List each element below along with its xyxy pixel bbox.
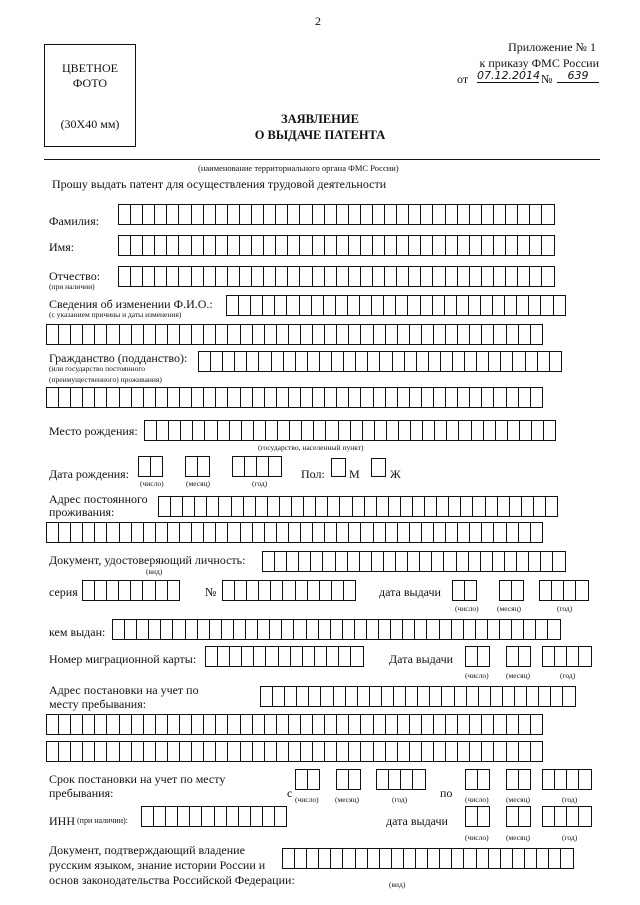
inn-day-caption: (число) — [465, 833, 489, 842]
birthdate-month-caption: (месяц) — [186, 479, 211, 488]
char-cell[interactable] — [552, 551, 565, 572]
char-cell[interactable] — [530, 522, 543, 543]
reg-from-year-caption: (год) — [392, 795, 408, 804]
issued-by-label: кем выдан: — [49, 625, 106, 639]
surname-cells[interactable] — [118, 204, 553, 225]
char-cell[interactable] — [477, 806, 490, 827]
char-cell[interactable] — [562, 686, 575, 707]
char-cell[interactable] — [541, 235, 554, 256]
photo-box — [44, 44, 136, 147]
lang-doc-kind-caption: (вид) — [389, 880, 406, 889]
citizenship-cells[interactable] — [198, 351, 561, 372]
birthdate-year-cells[interactable] — [232, 456, 280, 477]
citizenship-label: Гражданство (подданство): — [49, 351, 188, 365]
char-cell[interactable] — [307, 769, 320, 790]
char-cell[interactable] — [150, 456, 163, 477]
citizenship-cells-2[interactable] — [46, 387, 542, 408]
id-doc-cells[interactable] — [262, 551, 564, 572]
char-cell[interactable] — [350, 646, 363, 667]
birthplace-note: (государство, населенный пункт) — [258, 443, 364, 452]
reg-address-cells-2[interactable] — [46, 714, 542, 735]
name-change-note: (с указанием причины и даты изменения) — [49, 310, 182, 319]
reg-from-year-cells[interactable] — [376, 769, 424, 790]
inn-issue-month-cells[interactable] — [506, 806, 530, 827]
char-cell[interactable] — [477, 646, 490, 667]
char-cell[interactable] — [167, 580, 180, 601]
issue-day-caption: (число) — [455, 604, 479, 613]
char-cell[interactable] — [518, 769, 531, 790]
photo-label-2: ФОТО — [72, 76, 108, 90]
address-label-1: Адрес постоянного — [49, 492, 148, 506]
reg-to-day-caption: (число) — [465, 795, 489, 804]
reg-term-to: по — [440, 786, 453, 800]
char-cell[interactable] — [541, 266, 554, 287]
annex-line-2: к приказу ФМС России — [479, 56, 599, 70]
patronymic-note: (при наличии) — [49, 282, 95, 291]
mig-day-caption: (число) — [465, 671, 489, 680]
char-cell[interactable] — [197, 456, 210, 477]
inn-issue-day-cells[interactable] — [465, 806, 489, 827]
photo-size: (30Х40 мм) — [60, 117, 120, 131]
char-cell[interactable] — [464, 580, 477, 601]
inn-note: (при наличии): — [77, 816, 128, 825]
name-change-label: Сведения об изменении Ф.И.О.: — [49, 297, 213, 311]
sex-m-label: М — [349, 467, 360, 481]
birthdate-day-caption: (число) — [140, 479, 164, 488]
birthdate-label: Дата рождения: — [49, 467, 130, 481]
lang-doc-label-2: русским языком, знание истории России и — [49, 858, 266, 872]
inn-label: ИНН — [49, 814, 75, 828]
annex-line-1: Приложение № 1 — [508, 40, 596, 54]
organ-caption: (наименование территориального органа ФМС России) — [198, 163, 399, 173]
birthdate-month-cells[interactable] — [185, 456, 209, 477]
name-change-cells-2[interactable] — [46, 324, 542, 345]
char-cell[interactable] — [530, 387, 543, 408]
organ-line — [44, 159, 600, 160]
reg-address-label-2: месту пребывания: — [49, 697, 147, 711]
char-cell[interactable] — [560, 848, 573, 869]
mig-issue-month-cells[interactable] — [506, 646, 530, 667]
reg-address-cells-3[interactable] — [46, 741, 542, 762]
char-cell[interactable] — [543, 420, 556, 441]
issue-day-cells[interactable] — [452, 580, 476, 601]
migration-card-label: Номер миграционной карты: — [49, 652, 197, 666]
citizenship-note-2: (преимущественного) проживания) — [49, 375, 162, 384]
name-change-cells[interactable] — [226, 295, 565, 316]
inn-year-caption: (год) — [562, 833, 578, 842]
char-cell[interactable] — [578, 806, 591, 827]
reg-from-day-caption: (число) — [295, 795, 319, 804]
title-line-1: ЗАЯВЛЕНИЕ — [281, 112, 359, 126]
name-label: Имя: — [49, 240, 75, 254]
reg-to-month-cells[interactable] — [506, 769, 530, 790]
sex-m-checkbox[interactable] — [331, 458, 346, 477]
page-number: 2 — [315, 14, 321, 28]
annex-from: от — [457, 72, 469, 86]
char-cell[interactable] — [545, 496, 558, 517]
reg-term-label-1: Срок постановки на учет по месту — [49, 772, 226, 786]
mig-year-caption: (год) — [560, 671, 576, 680]
photo-label-1: ЦВЕТНОЕ — [62, 61, 118, 75]
reg-to-year-cells[interactable] — [542, 769, 590, 790]
sex-f-checkbox[interactable] — [371, 458, 386, 477]
series-label: серия — [49, 585, 78, 599]
char-cell[interactable] — [575, 580, 588, 601]
annex-number: 639 — [557, 69, 599, 83]
doc-number-cells[interactable] — [222, 580, 355, 601]
issued-by-cells[interactable] — [112, 619, 559, 640]
reg-term-from: с — [287, 786, 293, 800]
reg-to-day-cells[interactable] — [465, 769, 489, 790]
char-cell[interactable] — [412, 769, 425, 790]
char-cell[interactable] — [578, 769, 591, 790]
inn-issue-year-cells[interactable] — [542, 806, 590, 827]
issue-month-caption: (месяц) — [497, 604, 522, 613]
number-sign: № — [205, 585, 217, 599]
mig-issue-year-cells[interactable] — [542, 646, 590, 667]
char-cell[interactable] — [348, 769, 361, 790]
mig-issue-day-cells[interactable] — [465, 646, 489, 667]
birthdate-year-caption: (год) — [252, 479, 268, 488]
name-cells[interactable] — [118, 235, 553, 256]
patronymic-label: Отчество: — [49, 269, 101, 283]
citizenship-note-1: (или государство постоянного — [49, 364, 146, 373]
lang-doc-label-3: основ законодательства Российской Федерации: — [49, 873, 295, 887]
title-line-2: О ВЫДАЧЕ ПАТЕНТА — [254, 128, 386, 142]
reg-from-month-caption: (месяц) — [335, 795, 360, 804]
reg-to-year-caption: (год) — [562, 795, 578, 804]
inn-cells[interactable] — [141, 806, 286, 827]
id-doc-label: Документ, удостоверяющий личность: — [49, 553, 246, 567]
issue-month-cells[interactable] — [499, 580, 523, 601]
request-text: Прошу выдать патент для осуществления трудовой деятельности — [52, 177, 387, 191]
lang-doc-label-1: Документ, подтверждающий владение — [49, 843, 245, 857]
id-doc-kind-caption: (вид) — [146, 567, 163, 576]
char-cell[interactable] — [541, 204, 554, 225]
char-cell[interactable] — [268, 456, 281, 477]
char-cell[interactable] — [511, 580, 524, 601]
birthdate-day-cells[interactable] — [138, 456, 162, 477]
reg-term-label-2: пребывания: — [49, 786, 114, 800]
inn-month-caption: (месяц) — [506, 833, 531, 842]
char-cell[interactable] — [518, 646, 531, 667]
char-cell[interactable] — [530, 741, 543, 762]
char-cell[interactable] — [578, 646, 591, 667]
reg-to-month-caption: (месяц) — [506, 795, 531, 804]
char-cell[interactable] — [547, 619, 560, 640]
migration-card-cells[interactable] — [205, 646, 362, 667]
address-cells[interactable] — [158, 496, 557, 517]
char-cell[interactable] — [530, 324, 543, 345]
sex-f-label: Ж — [390, 467, 401, 481]
char-cell[interactable] — [549, 351, 562, 372]
reg-from-month-cells[interactable] — [336, 769, 360, 790]
reg-address-label-1: Адрес постановки на учет по — [49, 683, 199, 697]
char-cell[interactable] — [530, 714, 543, 735]
lang-doc-cells[interactable] — [282, 848, 572, 869]
issue-year-cells[interactable] — [539, 580, 587, 601]
address-cells-2[interactable] — [46, 522, 542, 543]
annex-date: 07.12.2014 — [477, 69, 540, 82]
series-cells[interactable] — [82, 580, 179, 601]
annex-no: № — [541, 72, 553, 86]
char-cell[interactable] — [343, 580, 356, 601]
mig-month-caption: (месяц) — [506, 671, 531, 680]
birthplace-cells[interactable] — [144, 420, 555, 441]
issue-date-3-label: дата выдачи — [386, 814, 448, 828]
char-cell[interactable] — [553, 295, 566, 316]
issue-date-label: дата выдачи — [379, 585, 441, 599]
address-label-2: проживания: — [49, 505, 115, 519]
char-cell[interactable] — [274, 806, 287, 827]
surname-label: Фамилия: — [49, 214, 100, 228]
char-cell[interactable] — [477, 769, 490, 790]
birthplace-label: Место рождения: — [49, 424, 138, 438]
reg-address-cells[interactable] — [260, 686, 574, 707]
patronymic-cells[interactable] — [118, 266, 553, 287]
issue-year-caption: (год) — [557, 604, 573, 613]
reg-from-day-cells[interactable] — [295, 769, 319, 790]
issue-date-2-label: Дата выдачи — [389, 652, 454, 666]
char-cell[interactable] — [518, 806, 531, 827]
sex-label: Пол: — [301, 467, 325, 481]
